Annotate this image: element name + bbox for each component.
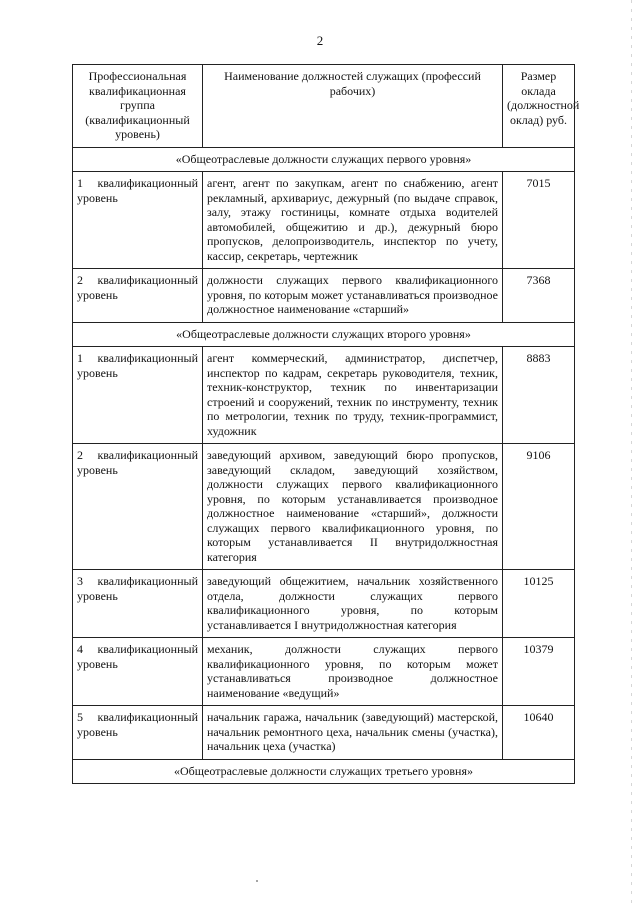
level-cell [73,706,203,760]
level-number: 4 квалификационный [77,642,198,656]
table-row [73,570,575,638]
salary-cell: 10379 [503,638,575,706]
salary-cell: 10125 [503,570,575,638]
table-row [73,347,575,444]
level-cell [73,172,203,269]
page-number: 2 [316,33,324,48]
section-title: «Общеотраслевые должности служащих третьего уровня» [73,759,575,784]
salary-cell: 9106 [503,444,575,570]
salary-table [72,64,580,784]
level-word: уровень [77,656,118,671]
table-row [73,172,575,269]
section-title: «Общеотраслевые должности служащих второго уровня» [73,322,575,347]
positions-cell: заведующий архивом, заведующий бюро пропусков, заведующий складом, заведующий хозяйством, должности служащих первого квалификационного уровня, по которым устанавливается производное должностное наименование «старший», должности служащих первого квалификационного уровня, по которым устанавливается II внутридолжностная категория [203,444,503,570]
salary-cell: 8883 [503,347,575,444]
table-row [73,706,575,760]
positions-cell: заведующий общежитием, начальник хозяйственного отдела, должности служащих первого квалификационного уровня, по которым устанавливается I внутридолжностная категория [203,570,503,638]
level-word: уровень [77,190,118,205]
level-number: 5 квалификационный [77,710,198,724]
table-row [73,269,575,323]
table-header-row [73,65,575,148]
table-row [73,638,575,706]
salary-cell: 7368 [503,269,575,323]
level-number: 1 квалификационный [77,351,198,365]
level-word: уровень [77,588,118,603]
level-number: 1 квалификационный [77,176,198,190]
positions-cell: начальник гаража, начальник (заведующий) мастерской, начальник ремонтного цеха, начальник смены (участка), начальник цеха (участка) [203,706,503,760]
table-row [73,444,575,570]
level-cell [73,347,203,444]
section-title: «Общеотраслевые должности служащих первого уровня» [73,147,575,172]
section-row [73,147,575,172]
salary-cell: 7015 [503,172,575,269]
level-number: 3 квалификационный [77,574,198,588]
level-word: уровень [77,462,118,477]
scan-edge-artifact [631,0,632,905]
level-cell [73,269,203,323]
level-word: уровень [77,365,118,380]
level-cell [73,444,203,570]
positions-cell: механик, должности служащих первого квалификационного уровня, по которым может устанавливаться производное должностное наименование «ведущий» [203,638,503,706]
positions-cell: агент коммерческий, администратор, диспетчер, инспектор по кадрам, секретарь руководителя, техник, техник-конструктор, техник по инвентаризации строений и сооружений, техник по инструменту, техник по метрологии, техник по труду, техник-программист, художник [203,347,503,444]
level-word: уровень [77,287,118,302]
level-word: уровень [77,724,118,739]
section-row [73,759,575,784]
header-positions: Наименование должностей служащих (профессий рабочих) [203,65,503,148]
positions-cell: должности служащих первого квалификационного уровня, по которым может устанавливаться производное должностное наименование «старший» [203,269,503,323]
section-row [73,322,575,347]
header-group: Профессиональная квалификационная группа (квалификационный уровень) [73,65,203,148]
level-number: 2 квалификационный [77,448,198,462]
scan-speck [256,880,258,882]
salary-cell: 10640 [503,706,575,760]
positions-cell: агент, агент по закупкам, агент по снабжению, агент рекламный, архивариус, дежурный (по выдаче справок, залу, этажу гостиницы, комнате отдыха водителей автомобилей, общежитию и др.), дежурный бюро пропусков, делопроизводитель, инспектор по учету, кассир, секретарь, чертежник [203,172,503,269]
level-cell [73,638,203,706]
level-number: 2 квалификационный [77,273,198,287]
header-salary: Размер оклада (должностной оклад) руб. [503,65,575,148]
level-cell [73,570,203,638]
